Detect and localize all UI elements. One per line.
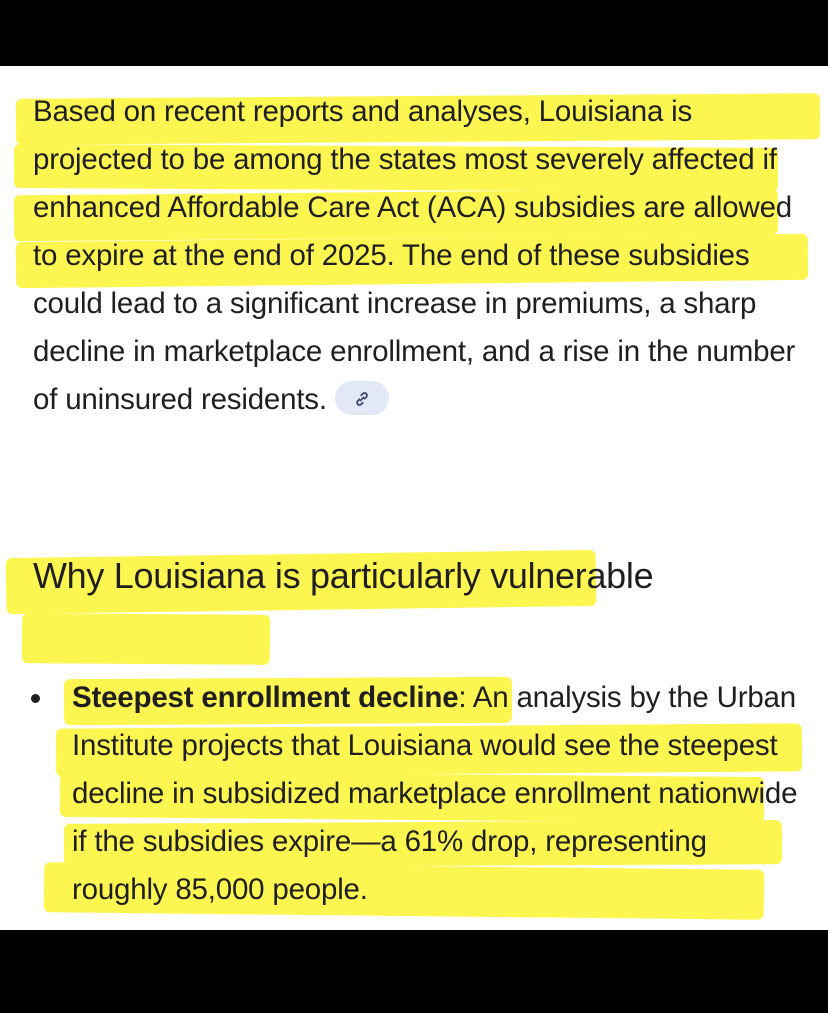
link-icon: [353, 390, 371, 408]
bullet-term: Steepest enrollment decline: [72, 681, 459, 714]
section-heading: Why Louisiana is particularly vulnerable: [33, 555, 654, 596]
bullet-separator: :: [458, 681, 467, 714]
intro-text: Based on recent reports and analyses, Louisiana is projected to be among the states most severely affected if enhanced Affordable Care Act (ACA) subsidies are allowed to expire at the end of 2025. The end of these subsidies could lead to a significant increase in premiums, a sharp decline in marketplace enrollment, and a rise in the number of uninsured residents.: [33, 95, 796, 416]
bullet-list: [0, 674, 828, 914]
intro-paragraph: [33, 88, 803, 424]
list-item: [0, 674, 802, 914]
response-content: [0, 66, 828, 930]
highlight-mark: [22, 613, 270, 665]
source-link-chip[interactable]: [335, 381, 389, 415]
bullet-text: An analysis by the Urban Institute projects that Louisiana would see the steepest decline in subsidized marketplace enrollment nationwide if the subsidies expire—a 61% drop, representing roughly 85,000 people.: [72, 681, 798, 906]
bottom-black-bar: [0, 930, 828, 1013]
top-black-bar: [0, 0, 828, 66]
bullet-dot: [31, 694, 40, 703]
